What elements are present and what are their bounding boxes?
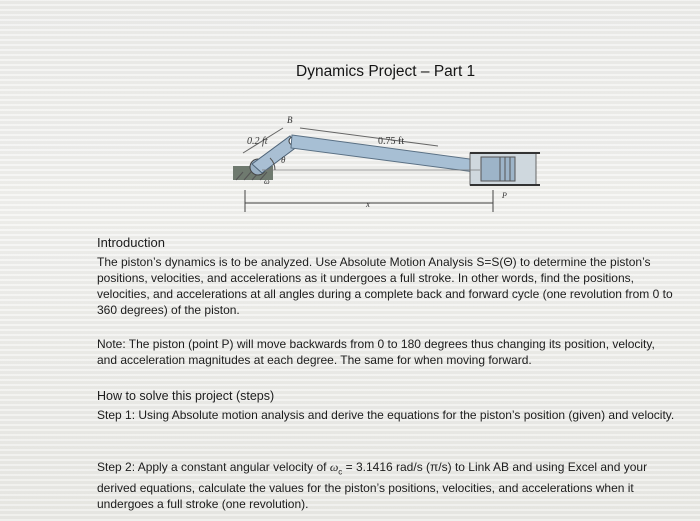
- label-theta: θ: [281, 155, 286, 165]
- page-title: Dynamics Project – Part 1: [296, 63, 476, 80]
- introduction-heading: Introduction: [97, 235, 165, 250]
- step1-paragraph: Step 1: Using Absolute motion analysis and derive the equations for the piston’s position (given) and velocity.: [97, 408, 675, 422]
- step2-prefix: Step 2: Apply a constant angular velocity of: [97, 460, 330, 474]
- howto-heading: How to solve this project (steps): [97, 389, 275, 403]
- omega-symbol: ω: [329, 460, 339, 474]
- introduction-paragraph: The piston’s dynamics is to be analyzed. Use Absolute Motion Analysis S=S(Θ) to determine the piston’s positions, velocities, and accelerations as it undergoes a full stroke. In other words, find the positions, velocities, and accelerations at all angles during a complete back and forward cycle (one revolution from 0 to 360 degrees) of the piston.: [97, 255, 673, 317]
- label-omega: ω: [264, 177, 270, 186]
- note-paragraph: Note: The piston (point P) will move backwards from 0 to 180 degrees thus changing its position, velocity, and acceleration magnitudes at each degree. The same for when moving forward.: [97, 337, 655, 367]
- label-point-b: B: [287, 115, 293, 125]
- omega-subscript: c: [338, 467, 343, 477]
- label-radius: 0.2 ft: [247, 136, 268, 147]
- step2-paragraph: [97, 459, 677, 512]
- step2-suffix: = 3.1416 rad/s (π/s) to Link AB and using Excel and your derived equations, calculate the values for the piston’s positions, velocities, and accelerations when it undergoes a full stroke (one revolution).: [97, 460, 648, 512]
- label-x: x: [366, 199, 370, 209]
- label-rod-length: 0.75 ft: [378, 136, 405, 147]
- label-point-p: P: [502, 191, 507, 200]
